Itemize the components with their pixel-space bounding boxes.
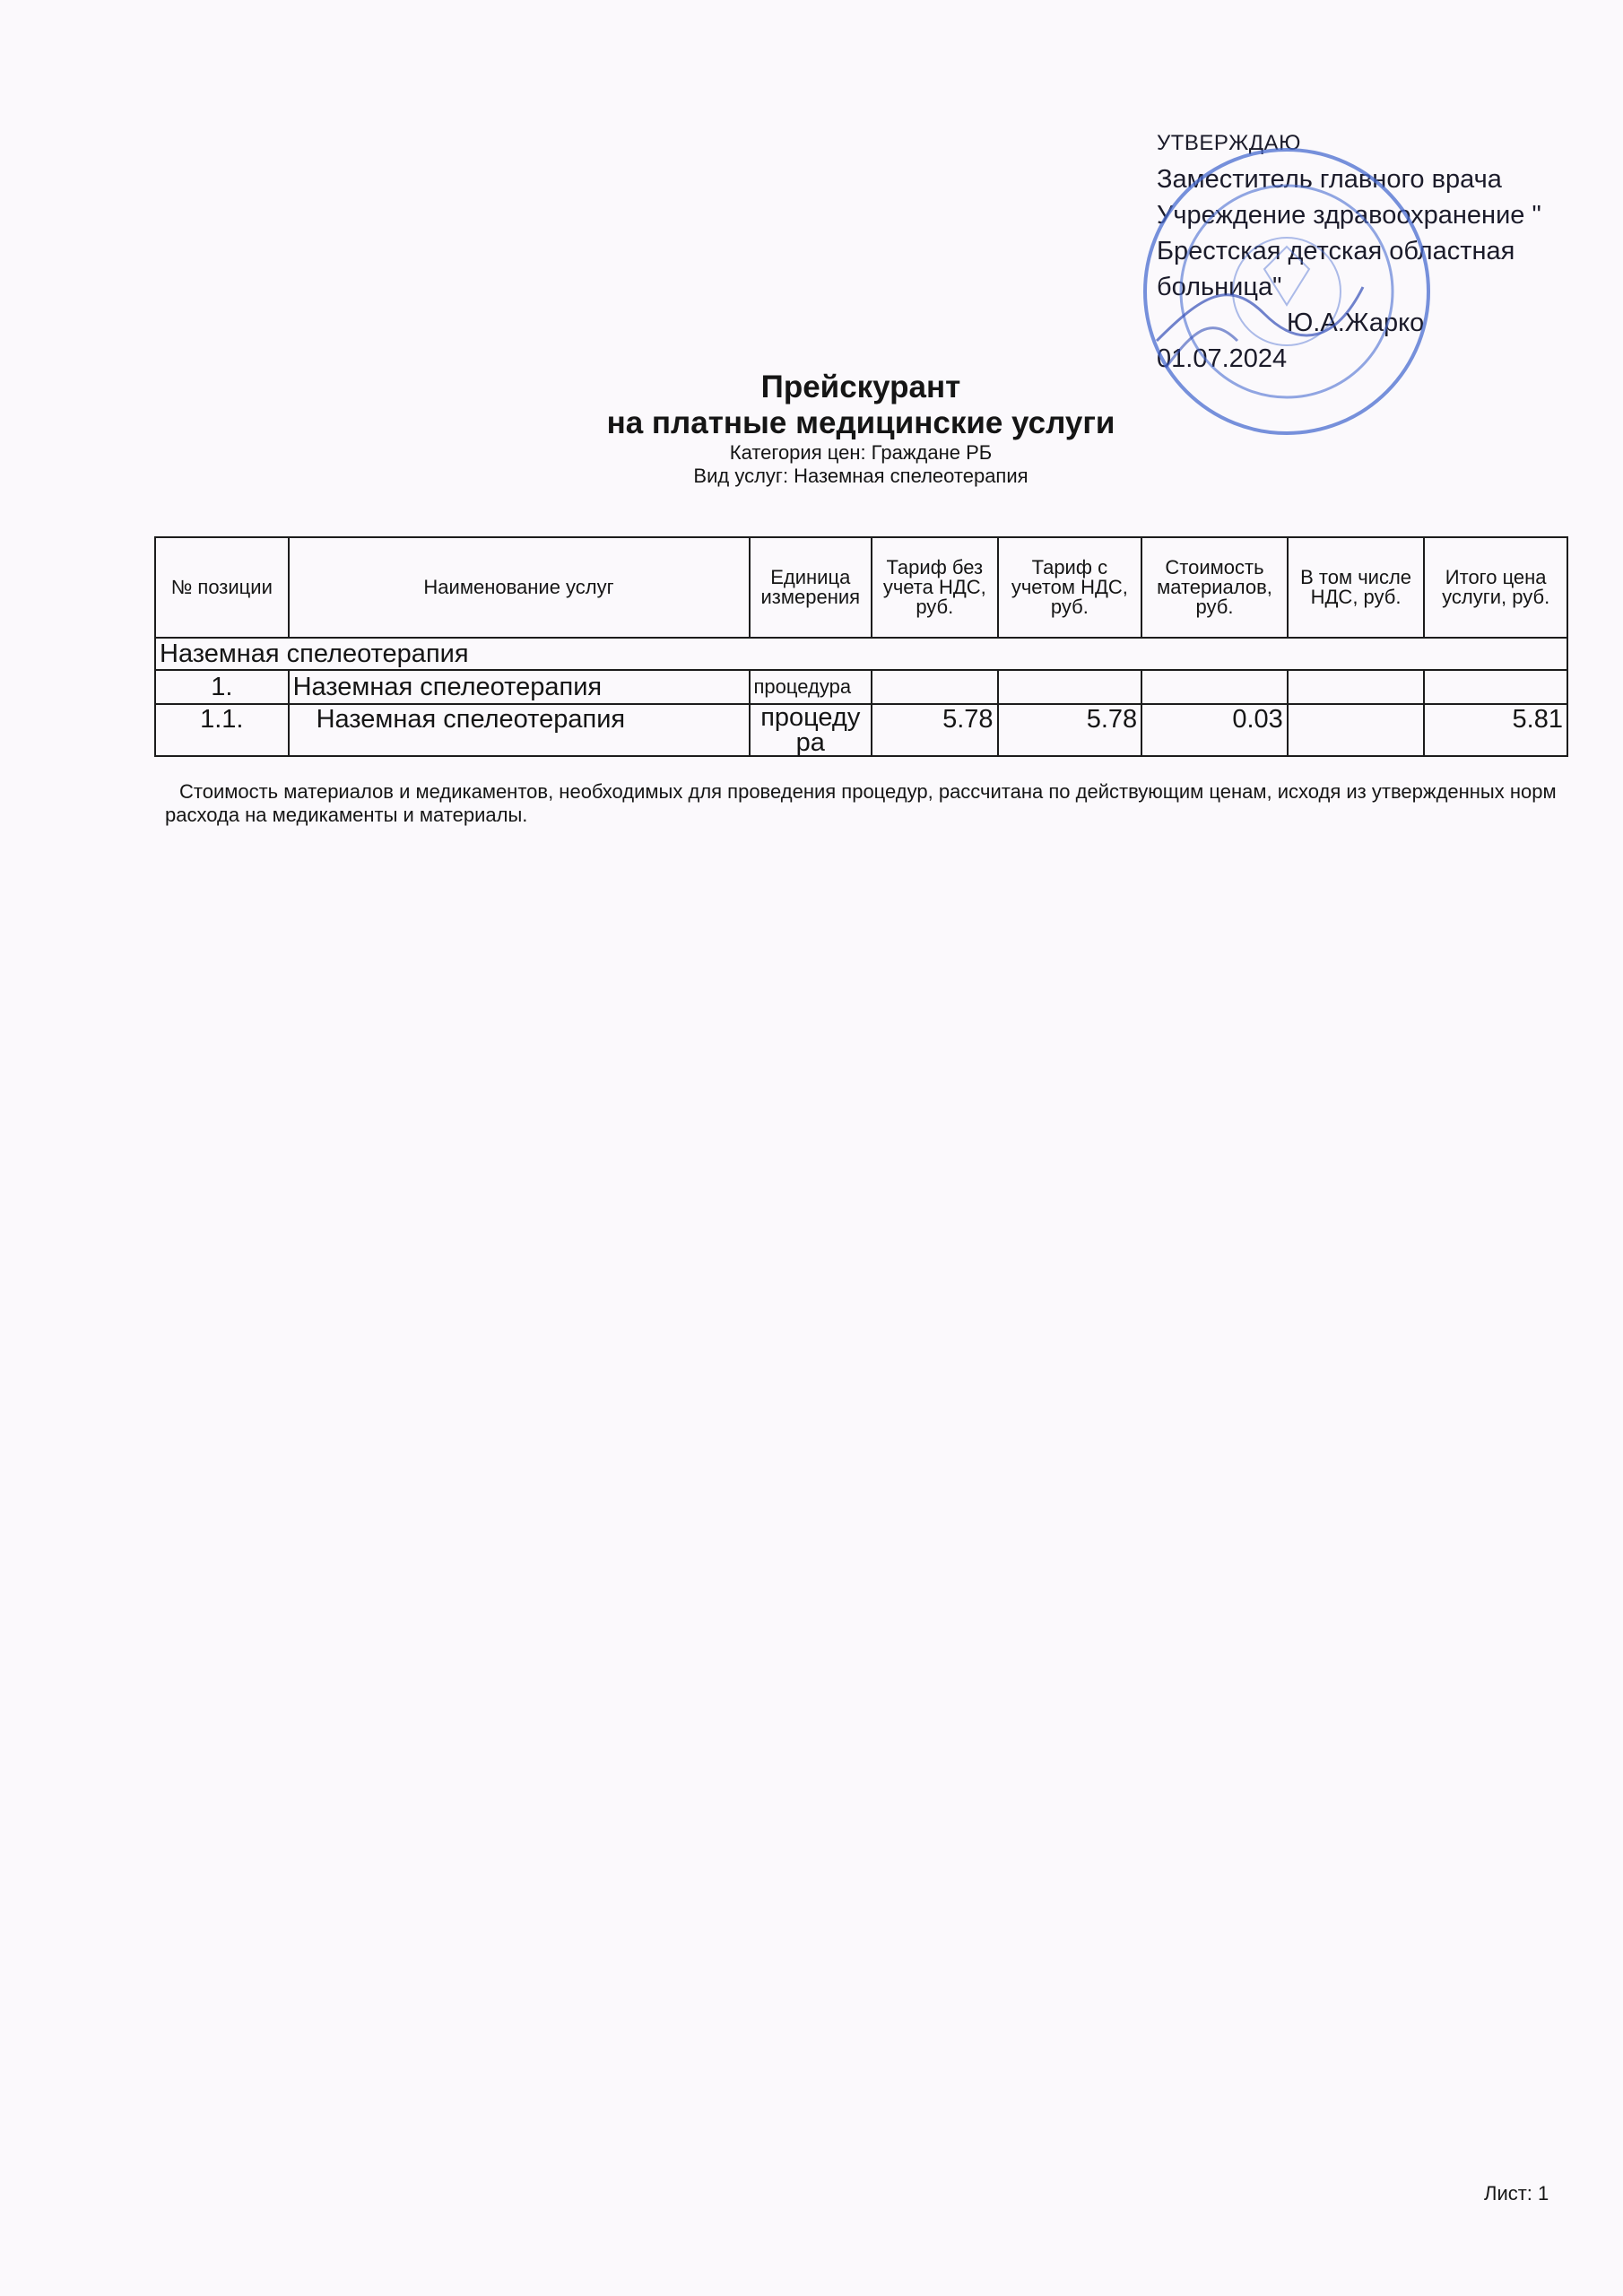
service-type: Вид услуг: Наземная спелеотерапия bbox=[693, 465, 1028, 487]
row-tariff-no-vat: 5.78 bbox=[872, 704, 998, 756]
header-materials: Стоимость материалов, руб. bbox=[1141, 537, 1288, 638]
row-materials: 0.03 bbox=[1141, 704, 1288, 756]
table-row bbox=[155, 670, 1567, 704]
row-unit: процедура bbox=[750, 670, 872, 704]
header-total: Итого цена услуги, руб. bbox=[1424, 537, 1567, 638]
group-title: Наземная спелеотерапия bbox=[155, 638, 1567, 670]
header-name: Наименование услуг bbox=[289, 537, 750, 638]
row-tariff-vat: 5.78 bbox=[998, 704, 1142, 756]
doc-title: Прейскурант bbox=[760, 370, 961, 404]
header-unit: Единица измерения bbox=[750, 537, 872, 638]
row-tariff-vat bbox=[998, 670, 1142, 704]
row-total: 5.81 bbox=[1424, 704, 1567, 756]
row-tariff-no-vat bbox=[872, 670, 998, 704]
row-name: Наземная спелеотерапия bbox=[289, 704, 750, 756]
doc-subtitle: на платные медицинские услуги bbox=[606, 405, 1115, 440]
approval-org-line2: Брестская детская областная bbox=[1157, 237, 1515, 265]
row-unit: процеду ра bbox=[750, 704, 872, 756]
approval-signer: Ю.А.Жарко bbox=[1287, 309, 1425, 337]
row-total bbox=[1424, 670, 1567, 704]
table-row bbox=[155, 704, 1567, 756]
sheet-number: Лист: 1 bbox=[1484, 2182, 1549, 2205]
approval-position: Заместитель главного врача bbox=[1157, 165, 1502, 194]
header-num: № позиции bbox=[155, 537, 289, 638]
row-name: Наземная спелеотерапия bbox=[289, 670, 750, 704]
price-category: Категория цен: Граждане РБ bbox=[729, 441, 993, 464]
row-materials bbox=[1141, 670, 1288, 704]
approval-block bbox=[1157, 126, 1569, 377]
header-vat: В том числе НДС, руб. bbox=[1288, 537, 1425, 638]
approval-date: 01.07.2024 bbox=[1157, 344, 1288, 373]
row-vat bbox=[1288, 704, 1425, 756]
approval-heading: УТВЕРЖДАЮ bbox=[1157, 131, 1301, 155]
table-header-row bbox=[155, 537, 1567, 638]
table-group-row bbox=[155, 638, 1567, 670]
row-num: 1.1. bbox=[155, 704, 289, 756]
approval-org-line3: больница" bbox=[1157, 273, 1282, 301]
price-table bbox=[154, 536, 1568, 757]
row-num: 1. bbox=[155, 670, 289, 704]
row-vat bbox=[1288, 670, 1425, 704]
approval-org-line1: Учреждение здравоохранение " bbox=[1157, 201, 1541, 230]
title-block bbox=[0, 370, 1623, 488]
header-tariff-vat: Тариф с учетом НДС, руб. bbox=[998, 537, 1142, 638]
header-tariff-no-vat: Тариф без учета НДС, руб. bbox=[872, 537, 998, 638]
materials-note: Стоимость материалов и медикаментов, необходимых для проведения процедур, рассчитана по действующим ценам, исходя из утвержденных норм расхода на медикаменты и материалы. bbox=[165, 780, 1557, 826]
